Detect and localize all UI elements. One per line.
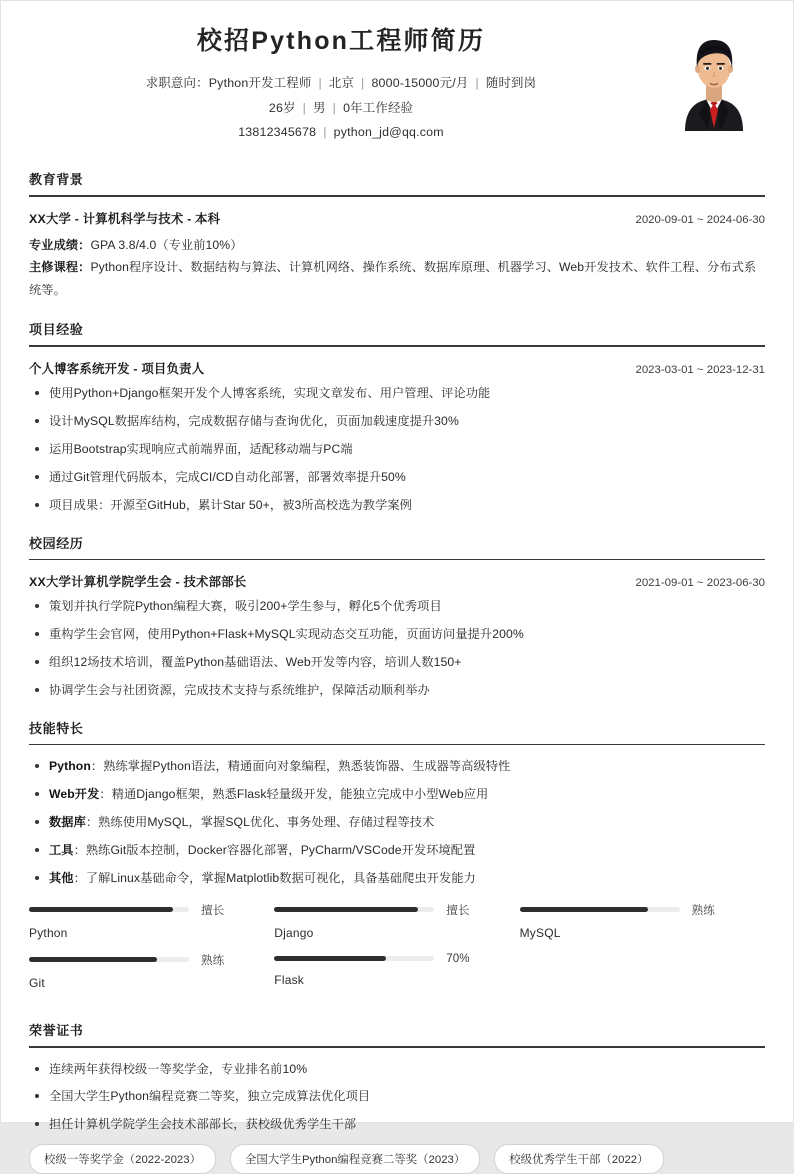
- avatar: [665, 23, 763, 131]
- list-item: [29, 813, 765, 832]
- section-project: [29, 319, 765, 514]
- skill-text: 精通Django框架，熟悉Flask轻量级开发，能独立完成中小型Web应用: [111, 787, 489, 802]
- section-heading-skills: 技能特长: [29, 720, 84, 736]
- progress-fill: [274, 956, 386, 961]
- meta-experience: 0年工作经验: [343, 100, 414, 115]
- meta-line-3: [37, 120, 645, 145]
- meta-separator: |: [332, 100, 337, 115]
- skill-level-label: 熟练: [691, 903, 715, 917]
- education-gpa-label: 专业成绩：: [29, 237, 91, 252]
- skill-bar-row: [520, 902, 739, 918]
- skill-level-label: 70%: [446, 951, 470, 965]
- section-education: [29, 169, 765, 301]
- skill-label: 数据库: [49, 815, 86, 830]
- progress-track: [29, 907, 189, 912]
- honor-tag: 校级优秀学生干部（2022）: [494, 1144, 663, 1174]
- campus-date: 2021-09-01 ~ 2023-06-30: [635, 577, 765, 590]
- progress-fill: [29, 907, 173, 912]
- progress-fill: [520, 907, 648, 912]
- honors-bullet-list: [29, 1060, 765, 1135]
- skill-bar-row: [29, 952, 248, 968]
- section-divider: [29, 1046, 765, 1048]
- list-item: [29, 757, 765, 776]
- project-entry: [29, 359, 765, 515]
- list-item: 通过Git管理代码版本，完成CI/CD自动化部署，部署效率提升50%: [29, 468, 765, 487]
- section-divider: [29, 559, 765, 561]
- skill-bar-grid: [29, 902, 765, 1002]
- skill-text: 熟练掌握Python语法，精通面向对象编程，熟悉装饰器、生成器等高级特性: [103, 759, 511, 774]
- page-title: 校招Python工程师简历: [196, 27, 486, 55]
- meta-phone: 13812345678: [238, 125, 317, 140]
- skill-label: Web开发: [49, 787, 100, 802]
- skill-level-label: 擅长: [446, 903, 470, 917]
- section-heading-campus: 校园经历: [29, 535, 84, 551]
- section-honors: [29, 1020, 765, 1174]
- skill-bar-django: [274, 902, 519, 940]
- list-item: 全国大学生Python编程竞赛二等奖，独立完成算法优化项目: [29, 1087, 765, 1106]
- honor-tag: 全国大学生Python编程竞赛二等奖（2023）: [230, 1144, 480, 1174]
- skill-label: Python: [49, 759, 91, 774]
- skill-sep: ：: [73, 843, 86, 858]
- list-item: 使用Python+Django框架开发个人博客系统，实现文章发布、用户管理、评论功能: [29, 384, 765, 403]
- meta-city: 北京: [328, 75, 355, 90]
- meta-availability: 随时到岗: [485, 75, 537, 90]
- list-item: 策划并执行学院Python编程大赛，吸引200+学生参与，孵化5个优秀项目: [29, 597, 765, 616]
- skill-name-label: Python: [29, 925, 68, 940]
- meta-separator: |: [318, 75, 322, 90]
- project-bullet-list: [29, 384, 765, 515]
- skill-bar-row: [274, 952, 493, 965]
- skill-sep: ：: [85, 815, 99, 830]
- entry-header: [29, 359, 765, 377]
- entry-header: [29, 572, 765, 590]
- progress-track: [274, 956, 434, 961]
- honor-tag-list: [29, 1144, 765, 1174]
- education-courses-value: Python程序设计、数据结构与算法、计算机网络、操作系统、数据库原理、机器学习、Web开发技术、软件工程、分布式系统等。: [29, 260, 757, 297]
- skills-bullet-list: [29, 757, 765, 888]
- campus-bullet-list: [29, 597, 765, 700]
- meta-email: python_jd@qq.com: [333, 125, 444, 140]
- skill-name-label: Django: [274, 925, 314, 940]
- education-entry: [29, 209, 765, 302]
- section-divider: [29, 345, 765, 347]
- portrait-icon: [665, 23, 763, 131]
- progress-track: [274, 907, 434, 912]
- list-item: [29, 785, 765, 804]
- progress-track: [29, 957, 189, 962]
- skill-bar-python: [29, 902, 274, 940]
- skill-name-label: Git: [29, 975, 45, 990]
- education-gpa-value: GPA 3.8/4.0（专业前10%）: [90, 237, 243, 252]
- list-item: [29, 869, 765, 888]
- section-heading-honors: 荣誉证书: [29, 1022, 84, 1038]
- progress-fill: [29, 957, 157, 962]
- skill-label: 工具: [49, 843, 74, 858]
- meta-separator: |: [361, 75, 365, 90]
- campus-title: XX大学计算机学院学生会 - 技术部部长: [29, 575, 247, 590]
- education-courses-label: 主修课程：: [29, 260, 91, 275]
- meta-age: 26岁: [268, 100, 296, 115]
- education-courses-line: [29, 256, 765, 301]
- meta-separator: |: [302, 100, 307, 115]
- skill-level-label: 熟练: [201, 953, 225, 967]
- list-item: 重构学生会官网，使用Python+Flask+MySQL实现动态交互功能，页面访问量提升200%: [29, 625, 765, 644]
- section-skills: [29, 718, 765, 1002]
- meta-intent: 求职意向：Python开发工程师: [145, 75, 312, 90]
- skill-label: 其他: [49, 871, 74, 886]
- meta-separator: |: [323, 125, 327, 140]
- section-heading-education: 教育背景: [29, 172, 84, 188]
- meta-line-1: [37, 71, 645, 96]
- skill-text: 了解Linux基础命令，掌握Matplotlib数据可视化，具备基础爬虫开发能力: [85, 871, 476, 886]
- section-heading-project: 项目经验: [29, 322, 84, 338]
- list-item: 连续两年获得校级一等奖学金，专业排名前10%: [29, 1060, 765, 1079]
- progress-track: [520, 907, 680, 912]
- skill-bar-mysql: [520, 902, 765, 940]
- skill-name-label: Flask: [274, 972, 304, 987]
- resume-header: [29, 1, 765, 151]
- skill-text: 熟练使用MySQL，掌握SQL优化、事务处理、存储过程等技术: [98, 815, 435, 830]
- skill-level-label: 擅长: [201, 903, 225, 917]
- skill-bar-git: [29, 952, 274, 990]
- honor-tag: 校级一等奖学金（2022-2023）: [29, 1144, 216, 1174]
- skill-text: 熟练Git版本控制，Docker容器化部署，PyCharm/VSCode开发环境配置: [85, 843, 476, 858]
- section-divider: [29, 744, 765, 746]
- list-item: 担任计算机学院学生会技术部部长，获校级优秀学生干部: [29, 1115, 765, 1134]
- list-item: [29, 841, 765, 860]
- skill-bar-flask: [274, 952, 519, 990]
- skill-name-label: MySQL: [519, 925, 561, 940]
- education-date: 2020-09-01 ~ 2024-06-30: [635, 213, 765, 226]
- skill-bar-row: [274, 902, 493, 918]
- list-item: 组织12场技术培训，覆盖Python基础语法、Web开发等内容，培训人数150+: [29, 653, 765, 672]
- skill-sep: ：: [99, 787, 112, 802]
- header-center-block: [29, 25, 765, 145]
- skill-sep: ：: [90, 759, 104, 774]
- section-divider: [29, 195, 765, 197]
- project-date: 2023-03-01 ~ 2023-12-31: [635, 364, 765, 377]
- list-item: 协调学生会与社团资源，完成技术支持与系统维护，保障活动顺利举办: [29, 681, 765, 700]
- meta-salary: 8000-15000元/月: [371, 75, 469, 90]
- progress-fill: [274, 907, 418, 912]
- meta-gender: 男: [313, 100, 326, 115]
- list-item: 项目成果：开源至GitHub，累计Star 50+，被3所高校选为教学案例: [29, 496, 765, 515]
- entry-header: [29, 209, 765, 227]
- meta-separator: |: [475, 75, 479, 90]
- education-gpa-line: [29, 234, 765, 257]
- meta-line-2: [37, 96, 645, 121]
- project-title: 个人博客系统开发 - 项目负责人: [29, 362, 205, 377]
- campus-entry: [29, 572, 765, 700]
- skill-bar-row: [29, 902, 248, 918]
- list-item: 设计MySQL数据库结构，完成数据存储与查询优化，页面加载速度提升30%: [29, 412, 765, 431]
- list-item: 运用Bootstrap实现响应式前端界面，适配移动端与PC端: [29, 440, 765, 459]
- education-title: XX大学 - 计算机科学与技术 - 本科: [29, 211, 221, 226]
- section-campus: [29, 533, 765, 700]
- skill-sep: ：: [73, 871, 86, 886]
